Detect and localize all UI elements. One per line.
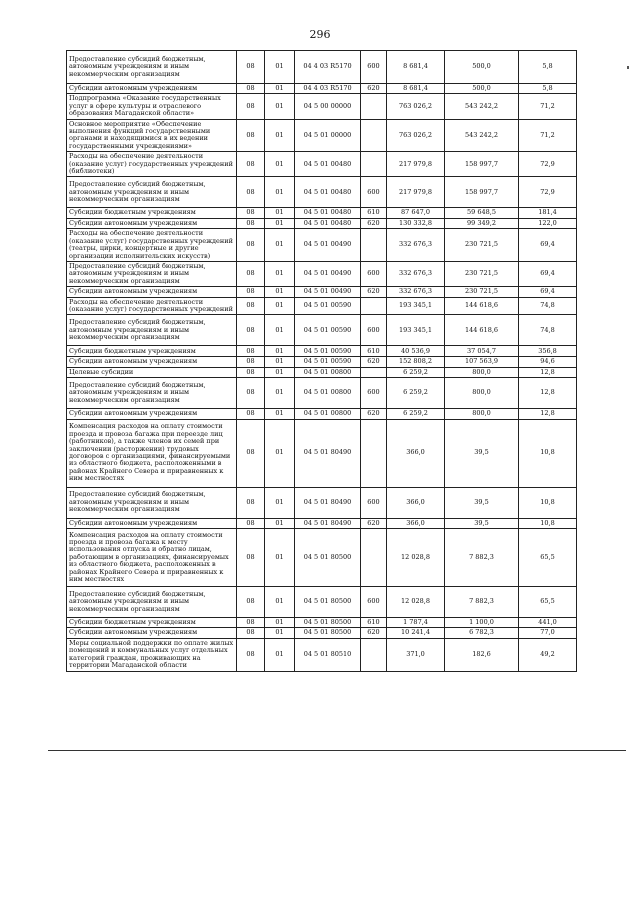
row-executed-amount-cell: 1 100,0 xyxy=(445,617,519,627)
row-executed-amount-cell: 158 997,7 xyxy=(445,177,519,208)
row-percent-cell: 71,2 xyxy=(519,119,577,152)
row-planned-amount-cell: 8 681,4 xyxy=(387,51,445,84)
row-target-article-cell: 04 5 01 00590 xyxy=(295,297,361,315)
row-target-article-cell: 04 5 01 00590 xyxy=(295,357,361,367)
row-section-cell: 08 xyxy=(237,638,265,671)
row-section-cell: 08 xyxy=(237,586,265,617)
table-body xyxy=(67,51,577,672)
row-expense-type-cell xyxy=(361,528,387,586)
row-planned-amount-cell: 6 259,2 xyxy=(387,367,445,377)
row-percent-cell: 181,4 xyxy=(519,208,577,218)
row-percent-cell: 74,8 xyxy=(519,297,577,315)
row-subsection-cell: 01 xyxy=(265,84,295,94)
row-percent-cell: 5,8 xyxy=(519,84,577,94)
row-expense-type-cell: 620 xyxy=(361,357,387,367)
row-expense-type-cell: 600 xyxy=(361,177,387,208)
row-percent-cell: 69,4 xyxy=(519,229,577,262)
row-section-cell: 08 xyxy=(237,152,265,177)
page-number: 296 xyxy=(309,28,331,41)
row-executed-amount-cell: 7 882,3 xyxy=(445,586,519,617)
row-executed-amount-cell: 107 563,9 xyxy=(445,357,519,367)
row-expense-type-cell: 600 xyxy=(361,261,387,286)
table-row xyxy=(67,528,577,586)
row-subsection-cell: 01 xyxy=(265,208,295,218)
row-planned-amount-cell: 332 676,3 xyxy=(387,287,445,297)
row-planned-amount-cell: 40 536,9 xyxy=(387,346,445,357)
row-section-cell: 08 xyxy=(237,229,265,262)
row-planned-amount-cell: 8 681,4 xyxy=(387,84,445,94)
row-target-article-cell: 04 5 01 80510 xyxy=(295,638,361,671)
row-expense-type-cell: 620 xyxy=(361,518,387,528)
row-planned-amount-cell: 366,0 xyxy=(387,487,445,518)
row-target-article-cell: 04 5 01 00480 xyxy=(295,177,361,208)
row-percent-cell: 65,5 xyxy=(519,586,577,617)
row-section-cell: 08 xyxy=(237,261,265,286)
row-subsection-cell: 01 xyxy=(265,528,295,586)
table-row xyxy=(67,357,577,367)
row-section-cell: 08 xyxy=(237,409,265,419)
row-planned-amount-cell: 217 979,8 xyxy=(387,177,445,208)
row-planned-amount-cell: 332 676,3 xyxy=(387,261,445,286)
page-footer-rule xyxy=(48,750,626,751)
row-planned-amount-cell: 332 676,3 xyxy=(387,229,445,262)
row-subsection-cell: 01 xyxy=(265,261,295,286)
row-executed-amount-cell: 59 648,5 xyxy=(445,208,519,218)
row-subsection-cell: 01 xyxy=(265,119,295,152)
row-subsection-cell: 01 xyxy=(265,378,295,409)
row-expense-type-cell: 610 xyxy=(361,617,387,627)
row-executed-amount-cell: 144 618,6 xyxy=(445,297,519,315)
table-row xyxy=(67,218,577,228)
row-name-cell: Основное мероприятие «Обеспечение выполнения функций государственными органами и находящимися в их ведении государственными учреждениями» xyxy=(67,119,237,152)
row-subsection-cell: 01 xyxy=(265,487,295,518)
row-expense-type-cell: 620 xyxy=(361,409,387,419)
row-name-cell: Предоставление субсидий бюджетным, автономным учреждениям и иным некоммерческим организациям xyxy=(67,51,237,84)
row-subsection-cell: 01 xyxy=(265,51,295,84)
row-percent-cell: 12,8 xyxy=(519,378,577,409)
table-row xyxy=(67,152,577,177)
row-subsection-cell: 01 xyxy=(265,152,295,177)
row-percent-cell: 65,5 xyxy=(519,528,577,586)
row-name-cell: Предоставление субсидий бюджетным, автономным учреждениям и иным некоммерческим организациям xyxy=(67,261,237,286)
row-expense-type-cell xyxy=(361,119,387,152)
table-row xyxy=(67,94,577,119)
row-section-cell: 08 xyxy=(237,378,265,409)
row-percent-cell: 69,4 xyxy=(519,261,577,286)
row-subsection-cell: 01 xyxy=(265,297,295,315)
row-executed-amount-cell: 500,0 xyxy=(445,84,519,94)
row-section-cell: 08 xyxy=(237,208,265,218)
row-section-cell: 08 xyxy=(237,528,265,586)
row-subsection-cell: 01 xyxy=(265,94,295,119)
row-section-cell: 08 xyxy=(237,84,265,94)
row-expense-type-cell xyxy=(361,229,387,262)
row-executed-amount-cell: 543 242,2 xyxy=(445,94,519,119)
row-executed-amount-cell: 99 349,2 xyxy=(445,218,519,228)
row-subsection-cell: 01 xyxy=(265,628,295,638)
row-name-cell: Предоставление субсидий бюджетным, автономным учреждениям и иным некоммерческим организациям xyxy=(67,487,237,518)
row-planned-amount-cell: 1 787,4 xyxy=(387,617,445,627)
row-executed-amount-cell: 500,0 xyxy=(445,51,519,84)
row-planned-amount-cell: 366,0 xyxy=(387,518,445,528)
table-row xyxy=(67,518,577,528)
row-subsection-cell: 01 xyxy=(265,367,295,377)
table-row xyxy=(67,297,577,315)
row-name-cell: Предоставление субсидий бюджетным, автономным учреждениям и иным некоммерческим организациям xyxy=(67,315,237,346)
table-row xyxy=(67,409,577,419)
row-target-article-cell: 04 5 01 80500 xyxy=(295,628,361,638)
row-executed-amount-cell: 39,5 xyxy=(445,487,519,518)
row-percent-cell: 72,9 xyxy=(519,152,577,177)
row-expense-type-cell: 600 xyxy=(361,378,387,409)
row-executed-amount-cell: 39,5 xyxy=(445,518,519,528)
row-planned-amount-cell: 371,0 xyxy=(387,638,445,671)
row-name-cell: Субсидии бюджетным учреждениям xyxy=(67,208,237,218)
row-section-cell: 08 xyxy=(237,487,265,518)
table-row xyxy=(67,287,577,297)
row-executed-amount-cell: 182,6 xyxy=(445,638,519,671)
row-target-article-cell: 04 5 01 00490 xyxy=(295,261,361,286)
row-planned-amount-cell: 193 345,1 xyxy=(387,315,445,346)
row-target-article-cell: 04 5 01 00800 xyxy=(295,409,361,419)
row-expense-type-cell: 620 xyxy=(361,218,387,228)
row-percent-cell: 5,8 xyxy=(519,51,577,84)
row-subsection-cell: 01 xyxy=(265,638,295,671)
row-name-cell: Предоставление субсидий бюджетным, автономным учреждениям и иным некоммерческим организациям xyxy=(67,177,237,208)
row-name-cell: Меры социальной поддержки по оплате жилых помещений и коммунальных услуг отдельных категорий граждан, проживающих на территории Магаданской области xyxy=(67,638,237,671)
row-name-cell: Субсидии автономным учреждениям xyxy=(67,628,237,638)
budget-table xyxy=(66,50,577,672)
row-name-cell: Расходы на обеспечение деятельности (оказание услуг) государственных учреждений (библиотеки) xyxy=(67,152,237,177)
row-executed-amount-cell: 230 721,5 xyxy=(445,287,519,297)
row-name-cell: Субсидии автономным учреждениям xyxy=(67,518,237,528)
row-planned-amount-cell: 6 259,2 xyxy=(387,378,445,409)
row-section-cell: 08 xyxy=(237,287,265,297)
table-row xyxy=(67,208,577,218)
row-percent-cell: 10,8 xyxy=(519,419,577,487)
table-row xyxy=(67,84,577,94)
row-section-cell: 08 xyxy=(237,177,265,208)
row-expense-type-cell: 620 xyxy=(361,628,387,638)
table-row xyxy=(67,586,577,617)
row-percent-cell: 12,8 xyxy=(519,367,577,377)
table-row xyxy=(67,177,577,208)
row-subsection-cell: 01 xyxy=(265,357,295,367)
row-expense-type-cell xyxy=(361,152,387,177)
row-planned-amount-cell: 763 026,2 xyxy=(387,119,445,152)
row-subsection-cell: 01 xyxy=(265,617,295,627)
row-target-article-cell: 04 5 00 00000 xyxy=(295,94,361,119)
row-executed-amount-cell: 230 721,5 xyxy=(445,229,519,262)
row-percent-cell: 49,2 xyxy=(519,638,577,671)
row-section-cell: 08 xyxy=(237,315,265,346)
row-expense-type-cell xyxy=(361,367,387,377)
row-target-article-cell: 04 5 01 00000 xyxy=(295,119,361,152)
row-expense-type-cell xyxy=(361,297,387,315)
row-name-cell: Субсидии автономным учреждениям xyxy=(67,357,237,367)
table-row xyxy=(67,261,577,286)
row-target-article-cell: 04 5 01 80500 xyxy=(295,586,361,617)
row-planned-amount-cell: 6 259,2 xyxy=(387,409,445,419)
row-expense-type-cell: 600 xyxy=(361,487,387,518)
row-target-article-cell: 04 5 01 80490 xyxy=(295,487,361,518)
row-executed-amount-cell: 144 618,6 xyxy=(445,315,519,346)
table-row xyxy=(67,51,577,84)
row-executed-amount-cell: 800,0 xyxy=(445,409,519,419)
row-name-cell: Предоставление субсидий бюджетным, автономным учреждениям и иным некоммерческим организациям xyxy=(67,586,237,617)
row-executed-amount-cell: 800,0 xyxy=(445,378,519,409)
row-percent-cell: 356,8 xyxy=(519,346,577,357)
row-expense-type-cell xyxy=(361,419,387,487)
scan-mark xyxy=(627,66,629,69)
row-section-cell: 08 xyxy=(237,628,265,638)
row-target-article-cell: 04 5 01 00590 xyxy=(295,315,361,346)
row-section-cell: 08 xyxy=(237,419,265,487)
row-target-article-cell: 04 5 01 00800 xyxy=(295,367,361,377)
row-section-cell: 08 xyxy=(237,94,265,119)
table-row xyxy=(67,367,577,377)
row-section-cell: 08 xyxy=(237,367,265,377)
row-subsection-cell: 01 xyxy=(265,586,295,617)
row-expense-type-cell: 600 xyxy=(361,586,387,617)
row-target-article-cell: 04 4 03 R5170 xyxy=(295,84,361,94)
row-planned-amount-cell: 193 345,1 xyxy=(387,297,445,315)
row-percent-cell: 69,4 xyxy=(519,287,577,297)
row-subsection-cell: 01 xyxy=(265,409,295,419)
row-target-article-cell: 04 5 01 00800 xyxy=(295,378,361,409)
row-percent-cell: 441,0 xyxy=(519,617,577,627)
row-planned-amount-cell: 217 979,8 xyxy=(387,152,445,177)
row-subsection-cell: 01 xyxy=(265,419,295,487)
row-percent-cell: 10,8 xyxy=(519,518,577,528)
row-target-article-cell: 04 4 03 R5170 xyxy=(295,51,361,84)
row-target-article-cell: 04 5 01 00590 xyxy=(295,346,361,357)
row-percent-cell: 72,9 xyxy=(519,177,577,208)
row-target-article-cell: 04 5 01 80490 xyxy=(295,518,361,528)
row-expense-type-cell xyxy=(361,94,387,119)
table-row xyxy=(67,419,577,487)
row-section-cell: 08 xyxy=(237,346,265,357)
row-subsection-cell: 01 xyxy=(265,315,295,346)
row-target-article-cell: 04 5 01 80490 xyxy=(295,419,361,487)
row-name-cell: Субсидии автономным учреждениям xyxy=(67,287,237,297)
row-executed-amount-cell: 7 882,3 xyxy=(445,528,519,586)
row-expense-type-cell: 610 xyxy=(361,346,387,357)
row-name-cell: Предоставление субсидий бюджетным, автономным учреждениям и иным некоммерческим организациям xyxy=(67,378,237,409)
row-planned-amount-cell: 12 028,8 xyxy=(387,528,445,586)
row-name-cell: Субсидии бюджетным учреждениям xyxy=(67,346,237,357)
row-subsection-cell: 01 xyxy=(265,177,295,208)
table-row xyxy=(67,487,577,518)
row-planned-amount-cell: 87 647,0 xyxy=(387,208,445,218)
row-subsection-cell: 01 xyxy=(265,346,295,357)
row-executed-amount-cell: 39,5 xyxy=(445,419,519,487)
row-percent-cell: 74,8 xyxy=(519,315,577,346)
row-expense-type-cell xyxy=(361,638,387,671)
row-name-cell: Расходы на обеспечение деятельности (оказание услуг) государственных учреждений (театры, цирки, концертные и другие организации исполнительских искусств) xyxy=(67,229,237,262)
row-subsection-cell: 01 xyxy=(265,287,295,297)
row-name-cell: Расходы на обеспечение деятельности (оказание услуг) государственных учреждений xyxy=(67,297,237,315)
row-section-cell: 08 xyxy=(237,617,265,627)
row-subsection-cell: 01 xyxy=(265,229,295,262)
row-percent-cell: 122,0 xyxy=(519,218,577,228)
row-planned-amount-cell: 130 332,8 xyxy=(387,218,445,228)
row-planned-amount-cell: 10 241,4 xyxy=(387,628,445,638)
row-planned-amount-cell: 763 026,2 xyxy=(387,94,445,119)
table-row xyxy=(67,378,577,409)
row-executed-amount-cell: 158 997,7 xyxy=(445,152,519,177)
row-expense-type-cell: 620 xyxy=(361,84,387,94)
row-name-cell: Компенсация расходов на оплату стоимости проезда и провоза багажа при переезде лиц (работников), а также членов их семей при заключении (расторжении) трудовых договоров с организациями, финансируемыми из областного бюджета, расположенными в районах Крайнего Севера и приравненных к ним местностях xyxy=(67,419,237,487)
row-target-article-cell: 04 5 01 00480 xyxy=(295,218,361,228)
row-percent-cell: 77,0 xyxy=(519,628,577,638)
row-name-cell: Субсидии автономным учреждениям xyxy=(67,218,237,228)
row-target-article-cell: 04 5 01 00490 xyxy=(295,229,361,262)
row-name-cell: Подпрограмма «Оказание государственных услуг в сфере культуры и отраслевого образования Магаданской области» xyxy=(67,94,237,119)
row-target-article-cell: 04 5 01 00480 xyxy=(295,208,361,218)
row-executed-amount-cell: 800,0 xyxy=(445,367,519,377)
row-expense-type-cell: 620 xyxy=(361,287,387,297)
row-name-cell: Компенсация расходов на оплату стоимости проезда и провоза багажа к месту использования отпуска и обратно лицам, работающим в организациях, финансируемых из областного бюджета, расположенных в районах Крайнего Севера и приравненных к ним местностях xyxy=(67,528,237,586)
row-executed-amount-cell: 543 242,2 xyxy=(445,119,519,152)
row-expense-type-cell: 600 xyxy=(361,51,387,84)
row-section-cell: 08 xyxy=(237,297,265,315)
table-row xyxy=(67,628,577,638)
table-row xyxy=(67,119,577,152)
row-target-article-cell: 04 5 01 00490 xyxy=(295,287,361,297)
row-percent-cell: 10,8 xyxy=(519,487,577,518)
row-target-article-cell: 04 5 01 80500 xyxy=(295,617,361,627)
row-planned-amount-cell: 366,0 xyxy=(387,419,445,487)
row-subsection-cell: 01 xyxy=(265,518,295,528)
row-executed-amount-cell: 230 721,5 xyxy=(445,261,519,286)
row-percent-cell: 94,6 xyxy=(519,357,577,367)
row-section-cell: 08 xyxy=(237,119,265,152)
table-row xyxy=(67,617,577,627)
row-name-cell: Субсидии бюджетным учреждениям xyxy=(67,617,237,627)
row-expense-type-cell: 600 xyxy=(361,315,387,346)
row-executed-amount-cell: 6 782,3 xyxy=(445,628,519,638)
row-planned-amount-cell: 152 808,2 xyxy=(387,357,445,367)
row-expense-type-cell: 610 xyxy=(361,208,387,218)
row-name-cell: Целевые субсидии xyxy=(67,367,237,377)
row-section-cell: 08 xyxy=(237,357,265,367)
row-section-cell: 08 xyxy=(237,51,265,84)
row-name-cell: Субсидии автономным учреждениям xyxy=(67,409,237,419)
table-row xyxy=(67,638,577,671)
row-planned-amount-cell: 12 028,8 xyxy=(387,586,445,617)
table-row xyxy=(67,315,577,346)
row-executed-amount-cell: 37 054,7 xyxy=(445,346,519,357)
table-row xyxy=(67,346,577,357)
row-subsection-cell: 01 xyxy=(265,218,295,228)
row-percent-cell: 12,8 xyxy=(519,409,577,419)
row-percent-cell: 71,2 xyxy=(519,94,577,119)
row-target-article-cell: 04 5 01 80500 xyxy=(295,528,361,586)
row-target-article-cell: 04 5 01 00480 xyxy=(295,152,361,177)
row-name-cell: Субсидии автономным учреждениям xyxy=(67,84,237,94)
row-section-cell: 08 xyxy=(237,218,265,228)
table-row xyxy=(67,229,577,262)
row-section-cell: 08 xyxy=(237,518,265,528)
